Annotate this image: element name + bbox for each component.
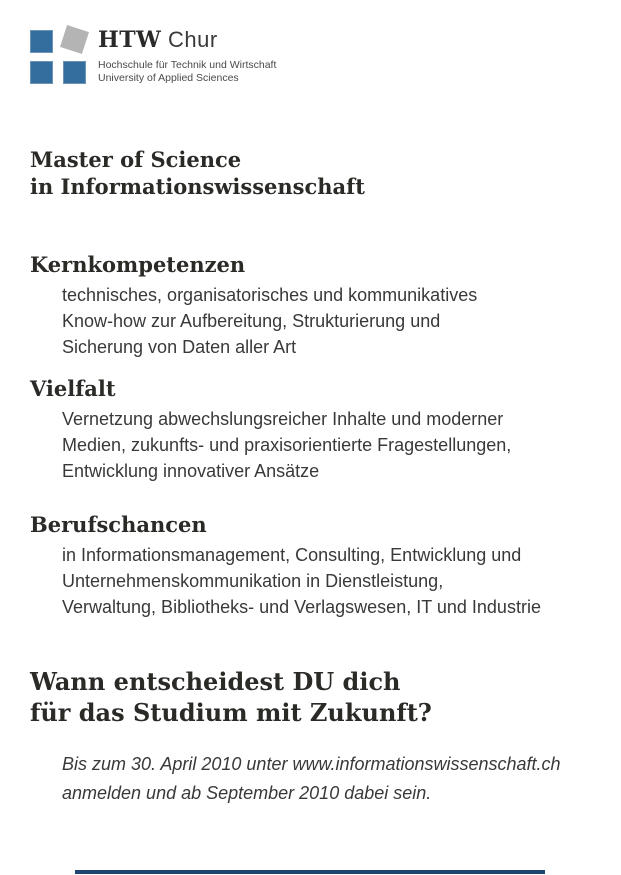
body-line: Vernetzung abwechslungsreicher Inhalte und moderner — [62, 409, 504, 429]
body-line: Entwicklung innovativer Ansätze — [62, 461, 320, 481]
blue-square-icon — [30, 30, 53, 53]
logo-subtitle-de: Hochschule für Technik und Wirtschaft — [98, 59, 277, 71]
section-heading: Kernkompetenzen — [30, 252, 246, 277]
deadline-note — [62, 750, 605, 808]
deadline-line-1: Bis zum 30. April 2010 unter www.informationswissenschaft.ch — [62, 754, 561, 774]
htw-chur-logo — [30, 28, 276, 85]
deadline-line-2: anmelden und ab September 2010 dabei sein. — [62, 783, 432, 803]
footer-bar — [75, 870, 545, 874]
body-line: Medien, zukunfts- und praxisorientierte Fragestellungen, — [62, 435, 512, 455]
body-line: Sicherung von Daten aller Art — [62, 337, 297, 357]
logo-squares-icon — [30, 28, 86, 84]
gray-tilted-square-icon — [60, 25, 89, 54]
cta-heading — [30, 666, 432, 728]
body-line: Know-how zur Aufbereitung, Strukturierung und — [62, 311, 441, 331]
brand-chur: Chur — [168, 27, 218, 52]
sections — [30, 252, 601, 620]
section-body — [62, 406, 601, 484]
logo-subtitle — [98, 59, 276, 85]
blue-square-icon — [63, 61, 86, 84]
cta-line-1: Wann entscheidest DU dich — [30, 667, 401, 696]
section-berufschancen — [30, 512, 601, 620]
logo-subtitle-en: University of Applied Sciences — [98, 72, 239, 84]
section-heading: Vielfalt — [30, 376, 116, 401]
section-body — [62, 282, 601, 360]
brand-htw: HTW — [98, 27, 162, 53]
body-line: Unternehmenskommunikation in Dienstleistung, — [62, 571, 444, 591]
blue-square-icon — [30, 61, 53, 84]
section-vielfalt — [30, 376, 601, 484]
logo-text — [98, 28, 276, 85]
section-kernkompetenzen — [30, 252, 601, 360]
body-line: in Informationsmanagement, Consulting, Entwicklung und — [62, 545, 522, 565]
brand-name — [98, 28, 276, 52]
cta-line-2: für das Studium mit Zukunft? — [30, 698, 432, 727]
title-line-2: in Informationswissenschaft — [30, 174, 365, 199]
title-line-1: Master of Science — [30, 147, 242, 172]
body-line: technisches, organisatorisches und kommunikatives — [62, 285, 478, 305]
page-title — [30, 146, 365, 200]
body-line: Verwaltung, Bibliotheks- und Verlagswesen, IT und Industrie — [62, 597, 541, 617]
section-body — [62, 542, 601, 620]
section-heading: Berufschancen — [30, 512, 207, 537]
